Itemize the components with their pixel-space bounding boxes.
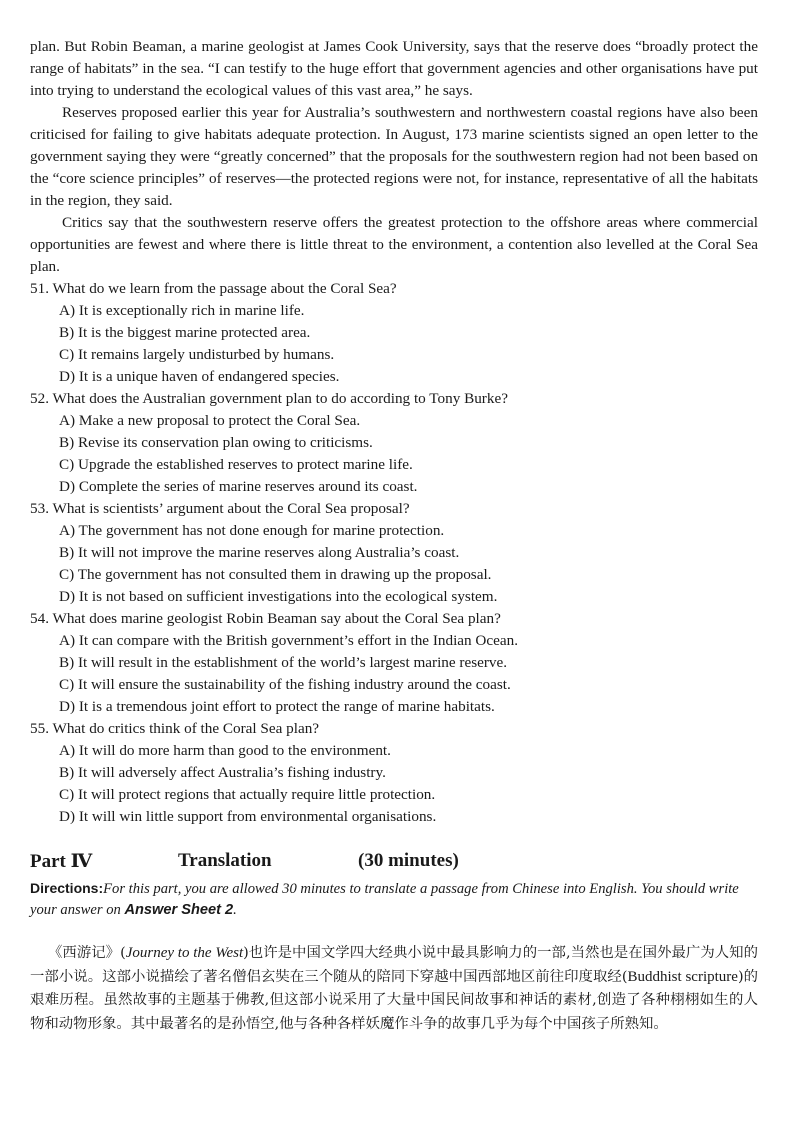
- section-title: Translation: [178, 850, 272, 871]
- option-b: B) It will not improve the marine reserves along Australia’s coast.: [59, 544, 460, 561]
- answer-sheet-label: Answer Sheet 2: [124, 902, 234, 918]
- option-c: C) Upgrade the established reserves to protect marine life.: [59, 456, 413, 473]
- question-stem: 53. What is scientists’ argument about the Coral Sea proposal?: [30, 500, 410, 517]
- translation-english-title: Journey to the West: [125, 945, 244, 961]
- translation-text-1: 《西游记》(: [48, 945, 126, 961]
- question-stem: 54. What does marine geologist Robin Beaman say about the Coral Sea plan?: [30, 610, 501, 627]
- translation-text-2: )也许是中国文学四大经典小说中最具影响力的一部,当然也是在国外最广为人知的一部小说。这部小说描绘了著名僧侣玄奘在三个随从的陪同下穿越中国西部地区前往印度取经(: [30, 945, 758, 985]
- option-d: D) It is a unique haven of endangered species.: [59, 368, 340, 385]
- passage-paragraph-2: Reserves proposed earlier this year for Australia’s southwestern and northwestern coastal regions have also been criticised for failing to give habitats adequate protection. In August, 173 marine scientists signed an open letter to the government saying they were “greatly concerned” that the proposals for the southwestern region had not been based on the “core science principles” of reserves—the protected regions were not, for instance, representative of all the habitats in the region, they said.: [30, 104, 758, 209]
- option-a: A) It can compare with the British government’s effort in the Indian Ocean.: [59, 632, 518, 649]
- option-d: D) It is not based on sufficient investigations into the ecological system.: [59, 588, 498, 605]
- option-d: D) Complete the series of marine reserves around its coast.: [59, 478, 418, 495]
- question-55: [30, 718, 758, 828]
- part-4-heading: [30, 848, 758, 878]
- question-stem: 55. What do critics think of the Coral Sea plan?: [30, 720, 320, 737]
- directions-text: For this part, you are allowed 30 minutes to translate a passage from Chinese into English. You should write your answer on: [30, 881, 739, 918]
- question-53: [30, 498, 758, 608]
- question-52: [30, 388, 758, 498]
- directions-end: .: [233, 902, 237, 918]
- time-limit: (30 minutes): [358, 850, 459, 871]
- question-stem: 51. What do we learn from the passage about the Coral Sea?: [30, 280, 397, 297]
- option-d: D) It is a tremendous joint effort to protect the range of marine habitats.: [59, 698, 495, 715]
- option-b: B) It will result in the establishment of the world’s largest marine reserve.: [59, 654, 508, 671]
- option-b: B) Revise its conservation plan owing to criticisms.: [59, 434, 373, 451]
- part-label: Part Ⅳ: [30, 851, 93, 872]
- option-c: C) It remains largely undisturbed by humans.: [59, 346, 335, 363]
- directions-label: Directions:: [30, 880, 104, 896]
- option-c: C) It will ensure the sustainability of the fishing industry around the coast.: [59, 676, 511, 693]
- option-a: A) Make a new proposal to protect the Coral Sea.: [59, 412, 361, 429]
- translation-english-term: Buddhist scripture: [627, 968, 738, 985]
- option-a: A) The government has not done enough for marine protection.: [59, 522, 445, 539]
- option-a: A) It will do more harm than good to the environment.: [59, 742, 391, 759]
- question-stem: 52. What does the Australian government plan to do according to Tony Burke?: [30, 390, 508, 407]
- exam-page: [30, 36, 758, 1036]
- question-51: [30, 278, 758, 388]
- passage-paragraph-1: plan. But Robin Beaman, a marine geologist at James Cook University, says that the reserve does “broadly protect the range of habitats” in the sea. “I can testify to the huge effort that government agencies and other organisations have put into trying to understand the ecological values of this vast area,” he says.: [30, 38, 758, 99]
- option-b: B) It is the biggest marine protected area.: [59, 324, 311, 341]
- question-54: [30, 608, 758, 718]
- option-b: B) It will adversely affect Australia’s fishing industry.: [59, 764, 386, 781]
- translation-passage: [30, 942, 758, 1036]
- directions: [30, 878, 758, 921]
- option-d: D) It will win little support from environmental organisations.: [59, 808, 437, 825]
- option-c: C) The government has not consulted them in drawing up the proposal.: [59, 566, 492, 583]
- translation-text-3: )的艰难历程。虽然故事的主题基于佛教,但这部小说采用了大量中国民间故事和神话的素材,创造了各种栩栩如生的人物和动物形象。其中最著名的是孙悟空,他与各种各样妖魔作斗争的故事几乎为每个中国孩子所熟知。: [30, 968, 758, 1032]
- option-c: C) It will protect regions that actually require little protection.: [59, 786, 436, 803]
- option-a: A) It is exceptionally rich in marine life.: [59, 302, 305, 319]
- passage-paragraph-3: Critics say that the southwestern reserve offers the greatest protection to the offshore areas where commercial opportunities are fewest and where there is little threat to the environment, a contention also levelled at the Coral Sea plan.: [30, 214, 758, 275]
